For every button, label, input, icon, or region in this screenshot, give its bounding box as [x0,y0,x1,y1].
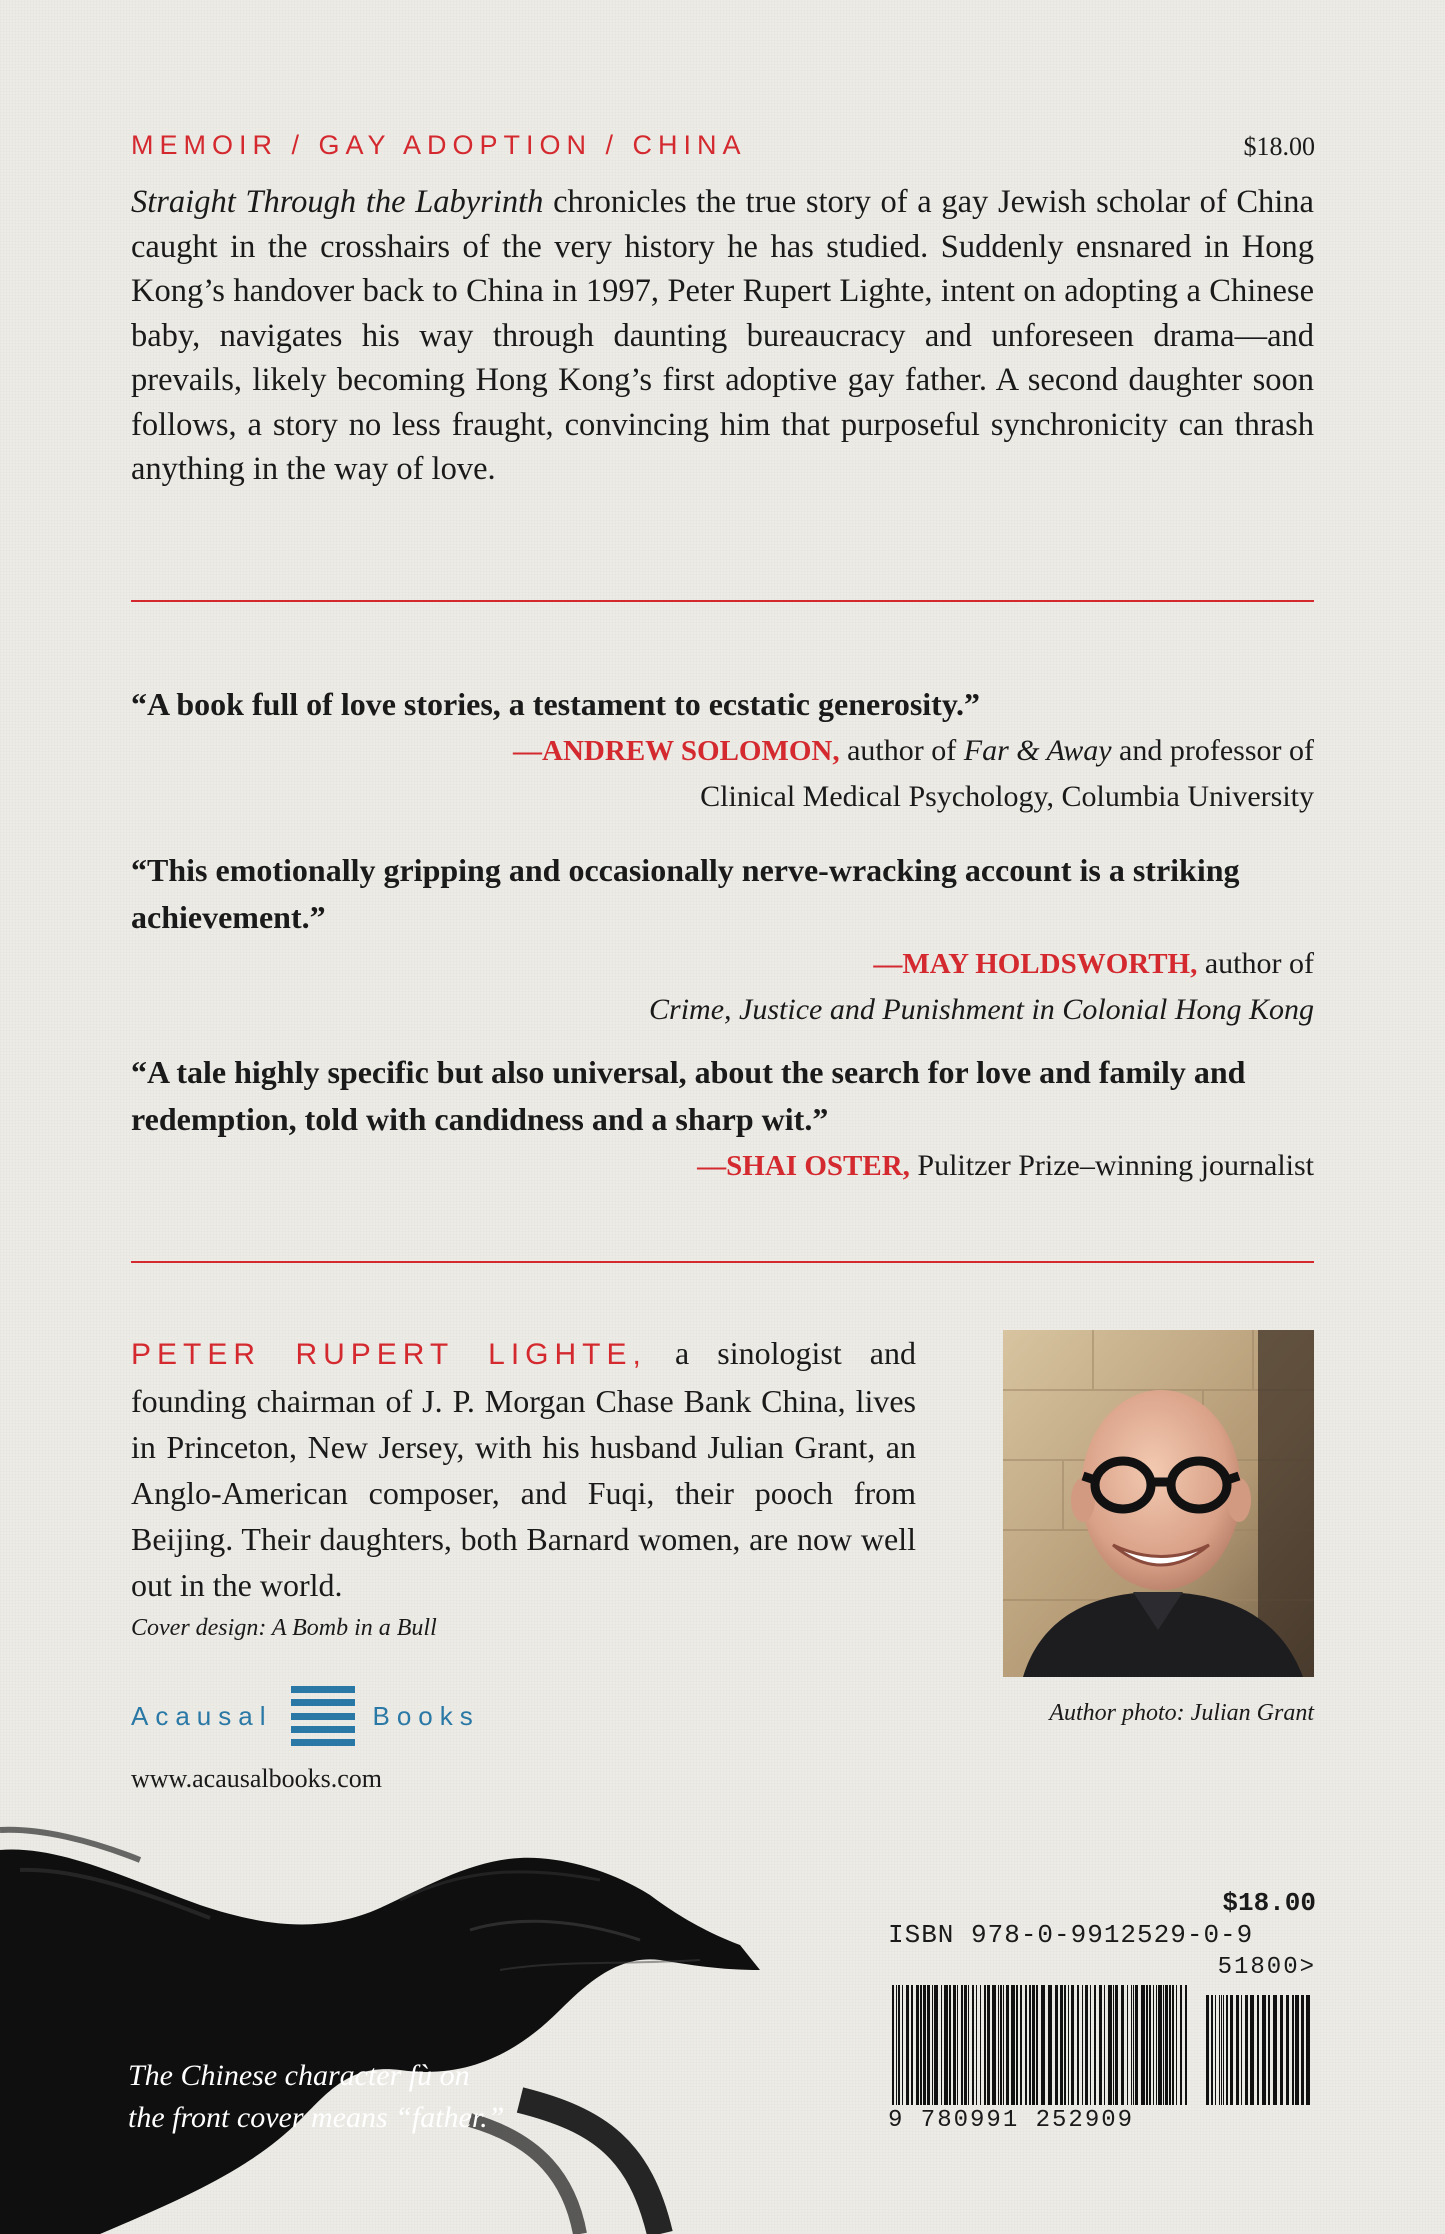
review-quote-1 [131,681,1314,819]
author-name: PETER RUPERT LIGHTE, [131,1338,647,1371]
review-quote-2 [131,847,1314,1032]
trigram-icon [291,1686,355,1746]
reviewer-name: —ANDREW SOLOMON, [513,735,840,767]
attribution-text: author of [839,734,964,767]
quote-text: “This emotionally gripping and occasionally nerve-wracking account is a striking achievement.” [131,852,1240,935]
divider-rule-bottom [131,1261,1314,1263]
quote-attribution [131,728,1314,774]
barcode-addon-number: 51800> [1217,1954,1316,1981]
genre-label: MEMOIR / GAY ADOPTION / CHINA [131,130,747,160]
price-label: $18.00 [1243,132,1315,161]
attribution-line-2: Clinical Medical Psychology, Columbia University [700,780,1314,813]
reviewer-name: —MAY HOLDSWORTH, [873,948,1198,980]
attribution-text: author of [1197,947,1314,980]
barcode-block [888,1888,1316,2134]
book-reference: Crime, Justice and Punishment in Colonial Hong Kong [649,993,1314,1026]
bio-text: a sinologist and founding chairman of J. P. Morgan Chase Bank China, lives in Princeton, New Jersey, with his husband Julian Grant, an Anglo-American composer, and Fuqi, their pooch from Beijing. Their daughters, both Barnard women, are now well out in the world. [131,1335,917,1603]
quote-attribution [131,941,1314,987]
quote-text: “A book full of love stories, a testament to ecstatic generosity.” [131,686,981,722]
publisher-word-right: Books [372,1700,480,1731]
attribution-text: and professor of [1111,734,1314,767]
book-title: Straight Through the Labyrinth [131,184,544,220]
author-portrait-illustration [1003,1330,1314,1677]
review-quote-3 [131,1049,1314,1189]
quote-text: “A tale highly specific but also universal, about the search for love and family and redemption, told with candidness and a sharp wit.” [131,1054,1246,1137]
reviewer-name: —SHAI OSTER, [697,1150,910,1182]
attribution-text: Pulitzer Prize–winning journalist [909,1149,1314,1182]
publisher-word-left: Acausal [131,1700,273,1731]
photo-credit: Author photo: Julian Grant [1049,1700,1314,1726]
publisher-logo [131,1686,480,1746]
divider-rule-top [131,600,1314,602]
character-note [128,2055,504,2139]
isbn-number: ISBN 978-0-9912529-0-9 [888,1920,1254,1950]
book-blurb [131,180,1314,492]
cover-design-credit: Cover design: A Bomb in a Bull [131,1615,437,1641]
character-note-line-1: The Chinese character fù on [128,2059,470,2092]
attribution-line-2 [131,987,1314,1032]
blurb-text: chronicles the true story of a gay Jewish scholar of China caught in the crosshairs of the very history he has studied. Suddenly ensnared in Hong Kong’s handover back to China in 1997, Peter Rupert Lighte, intent on adopting a Chinese baby, navigates his way through daunting bureaucracy and unforeseen drama—and prevails, likely becoming Hong Kong’s first adoptive gay father. A second daughter soon follows, a story no less fraught, convincing him that purposeful synchronicity can thrash anything in the way of love. [131,184,1314,487]
author-bio [131,1330,916,1608]
publisher-website: www.acausalbooks.com [131,1764,383,1793]
barcode-price: $18.00 [1222,1888,1316,1918]
barcode-number: 9 780991 252909 [888,2107,1135,2134]
barcode-bars [888,1985,1316,2105]
character-note-line-2: the front cover means “father.” [128,2101,505,2134]
quote-attribution [131,1143,1314,1189]
author-photo [1003,1330,1314,1677]
book-reference: Far & Away [963,734,1112,767]
